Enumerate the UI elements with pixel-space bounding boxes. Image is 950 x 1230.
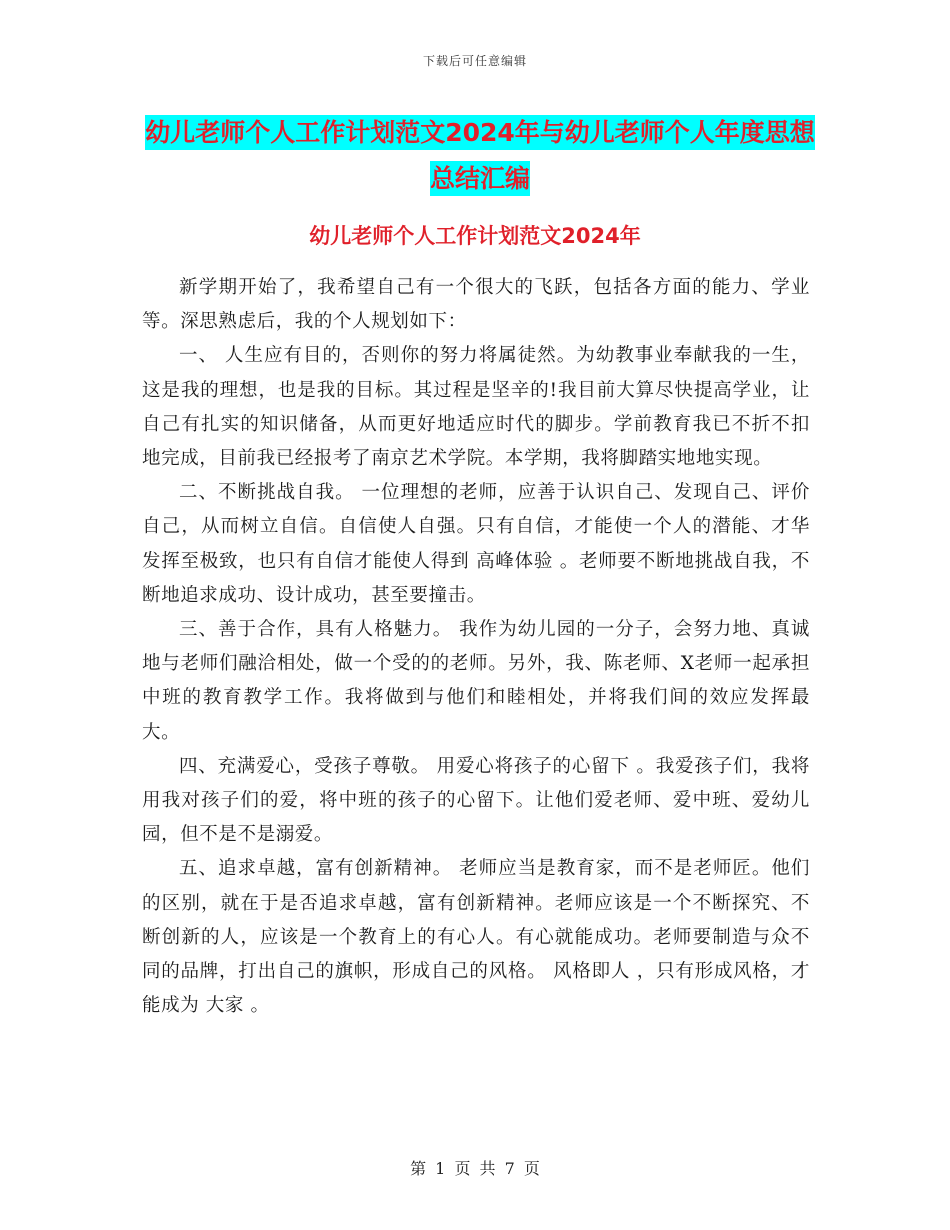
paragraph-point-1: 一、 人生应有目的，否则你的努力将属徒然。为幼教事业奉献我的一生，这是我的理想，也是我的目标。其过程是坚辛的!我目前大算尽快提高学业，让自己有扎实的知识储备，从而更好地适应时代的脚步。学前教育我已不折不扣地完成，目前我已经报考了南京艺术学院。本学期，我将脚踏实地地实现。: [142, 345, 810, 470]
paragraph-point-4: 四、充满爱心，受孩子尊敬。 用爱心将孩子的心留下 。我爱孩子们，我将用我对孩子们的爱，将中班的孩子的心留下。让他们爱老师、爱中班、爱幼儿园，但不是不是溺爱。: [142, 755, 810, 846]
main-title-highlight: 幼儿老师个人工作计划范文2024年与幼儿老师个人年度思想总结汇编: [145, 115, 815, 196]
document-main-title: [140, 110, 820, 202]
paragraph-point-3: 三、善于合作，具有人格魅力。 我作为幼儿园的一分子，会努力地、真诚地与老师们融洽相处，做一个受的的老师。另外，我、陈老师、X老师一起承担中班的教育教学工作。我将做到与他们和睦相处，并将我们间的效应发挥最大。: [142, 619, 810, 743]
document-body: [142, 271, 810, 1023]
section-title: 幼儿老师个人工作计划范文2024年: [309, 224, 641, 248]
paragraph-intro: 新学期开始了，我希望自己有一个很大的飞跃，包括各方面的能力、学业等。深思熟虑后，我的个人规划如下：: [142, 277, 810, 333]
page-header-note: 下载后可任意编辑: [422, 54, 527, 68]
page-number-indicator: 第 1 页 共 7 页: [410, 1159, 540, 1178]
paragraph-point-5: 五、追求卓越，富有创新精神。 老师应当是教育家，而不是老师匠。他们的区别，就在于是否追求卓越，富有创新精神。老师应该是一个不断探究、不断创新的人，应该是一个教育上的有心人。有心就能成功。老师要制造与众不同的品牌，打出自己的旗帜，形成自己的风格。 风格即人 ，只有形成风格，才能成为 大家 。: [142, 858, 810, 1017]
paragraph-point-2: 二、不断挑战自我。 一位理想的老师，应善于认识自己、发现自己、评价自己，从而树立自信。自信使人自强。只有自信，才能使一个人的潜能、才华发挥至极致，也只有自信才能使人得到 高峰体验 。老师要不断地挑战自我，不断地追求成功、设计成功，甚至要撞击。: [142, 482, 810, 606]
